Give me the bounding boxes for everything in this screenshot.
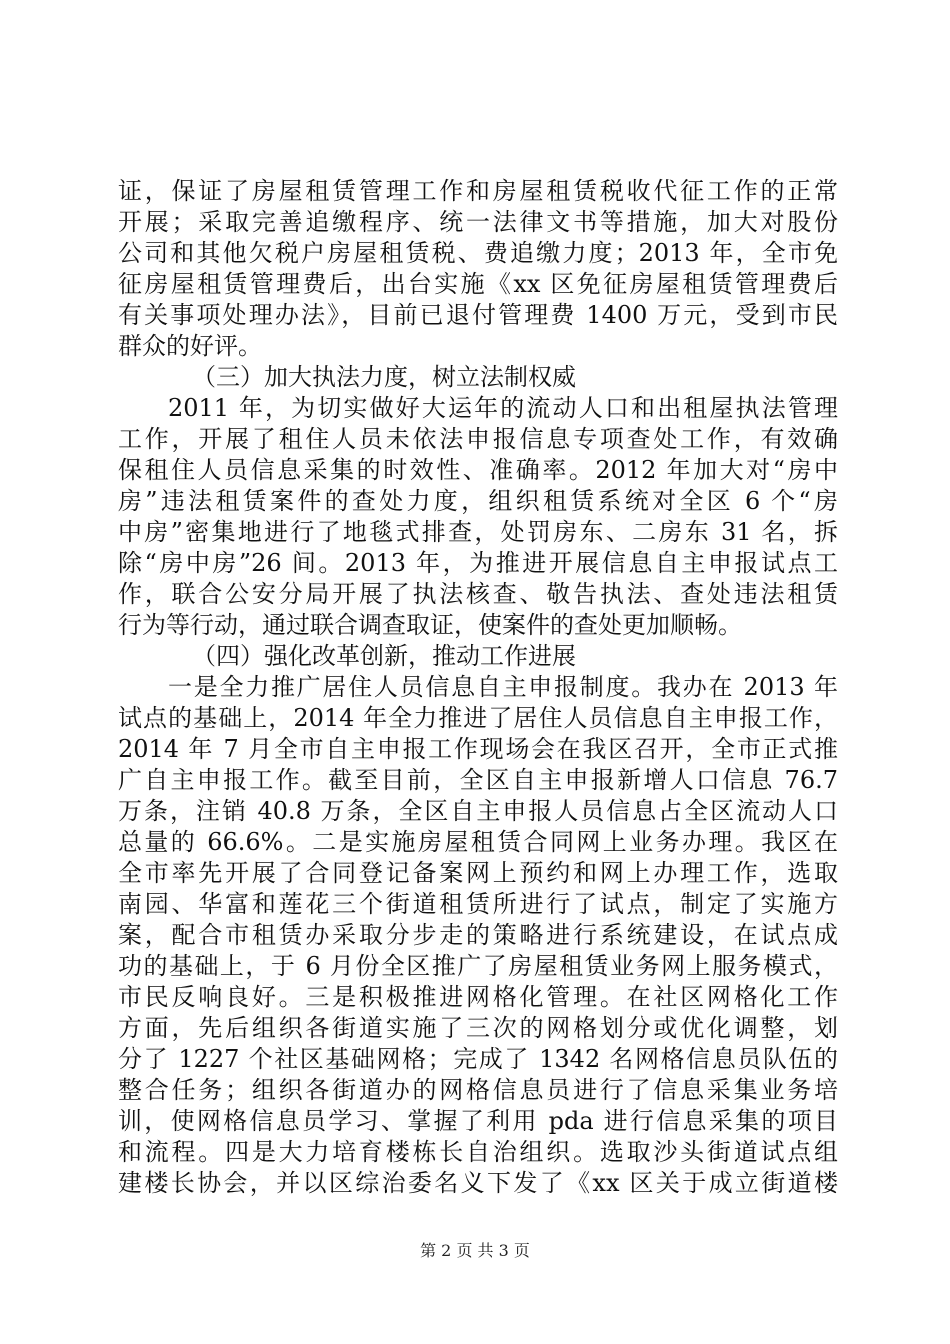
paragraph-line: 作，联合公安分局开展了执法核查、敬告执法、查处违法租赁 xyxy=(118,580,838,608)
paragraph-line: 有关事项处理办法》，目前已退付管理费 1400 万元，受到市民 xyxy=(118,301,838,329)
paragraph-line: 广自主申报工作。截至目前，全区自主申报新增人口信息 76.7 xyxy=(118,766,838,794)
paragraph-line: 工作，开展了租住人员未依法申报信息专项查处工作，有效确 xyxy=(118,425,838,453)
paragraph-line: 一是全力推广居住人员信息自主申报制度。我办在 2013 年 xyxy=(168,673,838,701)
paragraph-line: 2014 年 7 月全市自主申报工作现场会在我区召开，全市正式推 xyxy=(118,735,838,763)
paragraph-line: 公司和其他欠税户房屋租赁税、费追缴力度；2013 年，全市免 xyxy=(118,239,838,267)
paragraph-line: 整合任务；组织各街道办的网格信息员进行了信息采集业务培 xyxy=(118,1076,838,1104)
paragraph-line: 除“房中房”26 间。2013 年，为推进开展信息自主申报试点工 xyxy=(118,549,838,577)
paragraph-line: 全市率先开展了合同登记备案网上预约和网上办理工作，选取 xyxy=(118,859,838,887)
paragraph-line: 建楼长协会，并以区综治委名义下发了《xx 区关于成立街道楼 xyxy=(118,1169,838,1197)
page-footer: 第 2 页 共 3 页 xyxy=(420,1241,530,1260)
paragraph-line: 征房屋租赁管理费后，出台实施《xx 区免征房屋租赁管理费后 xyxy=(118,270,838,298)
paragraph-line: 行为等行动，通过联合调查取证，使案件的查处更加顺畅。 xyxy=(118,611,742,639)
paragraph-line: 和流程。四是大力培育楼栋长自治组织。选取沙头街道试点组 xyxy=(118,1138,838,1166)
paragraph-line: 群众的好评。 xyxy=(118,332,262,360)
paragraph-line: 方面，先后组织各街道实施了三次的网格划分或优化调整，划 xyxy=(118,1014,838,1042)
paragraph-line: 案，配合市租赁办采取分步走的策略进行系统建设，在试点成 xyxy=(118,921,838,949)
paragraph-line: 房”违法租赁案件的查处力度，组织租赁系统对全区 6 个“房 xyxy=(118,487,838,515)
paragraph-line: 中房”密集地进行了地毯式排查，处罚房东、二房东 31 名，拆 xyxy=(118,518,838,546)
paragraph-line: 总量的 66.6%。二是实施房屋租赁合同网上业务办理。我区在 xyxy=(118,828,838,856)
section-heading: （三）加大执法力度，树立法制权威 xyxy=(192,363,576,391)
paragraph-line: 南园、华富和莲花三个街道租赁所进行了试点，制定了实施方 xyxy=(118,890,838,918)
section-heading: （四）强化改革创新，推动工作进展 xyxy=(192,642,576,670)
paragraph-line: 万条，注销 40.8 万条，全区自主申报人员信息占全区流动人口 xyxy=(118,797,838,825)
document-body xyxy=(118,176,838,1199)
paragraph-line: 训，使网格信息员学习、掌握了利用 pda 进行信息采集的项目 xyxy=(118,1107,838,1135)
paragraph-line: 2011 年，为切实做好大运年的流动人口和出租屋执法管理 xyxy=(168,394,838,422)
paragraph-line: 试点的基础上，2014 年全力推进了居住人员信息自主申报工作， xyxy=(118,704,838,732)
paragraph-line: 保租住人员信息采集的时效性、准确率。2012 年加大对“房中 xyxy=(118,456,838,484)
paragraph-line: 开展；采取完善追缴程序、统一法律文书等措施，加大对股份 xyxy=(118,208,838,236)
paragraph-line: 证，保证了房屋租赁管理工作和房屋租赁税收代征工作的正常 xyxy=(118,177,838,205)
paragraph-line: 功的基础上，于 6 月份全区推广了房屋租赁业务网上服务模式， xyxy=(118,952,838,980)
paragraph-line: 市民反响良好。三是积极推进网格化管理。在社区网格化工作 xyxy=(118,983,838,1011)
paragraph-line: 分了 1227 个社区基础网格；完成了 1342 名网格信息员队伍的 xyxy=(118,1045,838,1073)
